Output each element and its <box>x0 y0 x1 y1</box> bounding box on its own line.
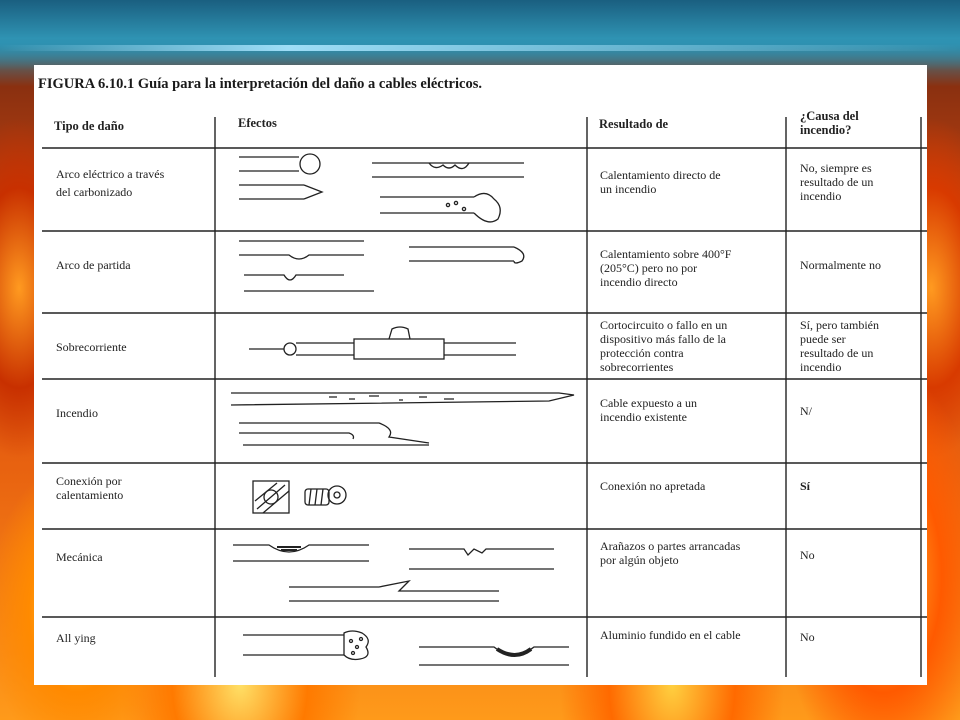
mechanical-diagram <box>229 535 569 615</box>
row-4-tipo: Incendio <box>56 406 98 420</box>
row-3-tipo: Sobrecorriente <box>56 340 127 354</box>
row-1-resultado: Calentamiento directo de un incendio <box>600 168 721 196</box>
row-1-tipo: Arco eléctrico a través del carbonizado <box>56 167 165 199</box>
row-6-resultado: Arañazos o partes arrancadas por algún objeto <box>600 539 741 567</box>
row-2-tipo: Arco de partida <box>56 258 131 272</box>
row-1-causa: No, siempre es resultado de un incendio <box>800 161 874 203</box>
arc-start-diagram <box>234 235 574 311</box>
row-7-tipo: All ying <box>56 631 96 645</box>
row-5-tipo: Conexión por calentamiento <box>56 474 124 502</box>
row-5-causa: Sí <box>800 479 811 493</box>
row-6-tipo: Mecánica <box>56 550 103 564</box>
alloying-diagram <box>239 625 569 681</box>
row-2-resultado: Calentamiento sobre 400°F (205°C) pero no por incendio directo <box>600 247 732 289</box>
row-6-causa: No <box>800 548 815 562</box>
header-efectos: Efectos <box>238 116 277 130</box>
fire-diagram <box>229 383 579 459</box>
header-causa: ¿Causa del incendio? <box>800 109 859 137</box>
document-page <box>34 65 927 685</box>
row-7-resultado: Aluminio fundido en el cable <box>600 628 741 642</box>
row-4-causa: N/ <box>800 404 812 418</box>
loose-connection-diagram <box>249 475 359 525</box>
row-5-resultado: Conexión no apretada <box>600 479 706 493</box>
arc-through-char-diagram <box>234 151 574 229</box>
row-2-causa: Normalmente no <box>800 258 881 272</box>
header-tipo: Tipo de daño <box>54 119 124 133</box>
figure-title: FIGURA 6.10.1 Guía para la interpretación del daño a cables eléctricos. <box>38 76 482 92</box>
row-3-resultado: Cortocircuito o fallo en un dispositivo más fallo de la protección contra sobrecorrientes <box>600 318 728 374</box>
overcurrent-diagram <box>244 317 564 377</box>
header-resultado: Resultado de <box>599 117 669 131</box>
row-7-causa: No <box>800 630 815 644</box>
row-3-causa: Sí, pero también puede ser resultado de un incendio <box>800 318 879 374</box>
background-sky-band <box>0 0 960 70</box>
row-4-resultado: Cable expuesto a un incendio existente <box>600 396 697 424</box>
